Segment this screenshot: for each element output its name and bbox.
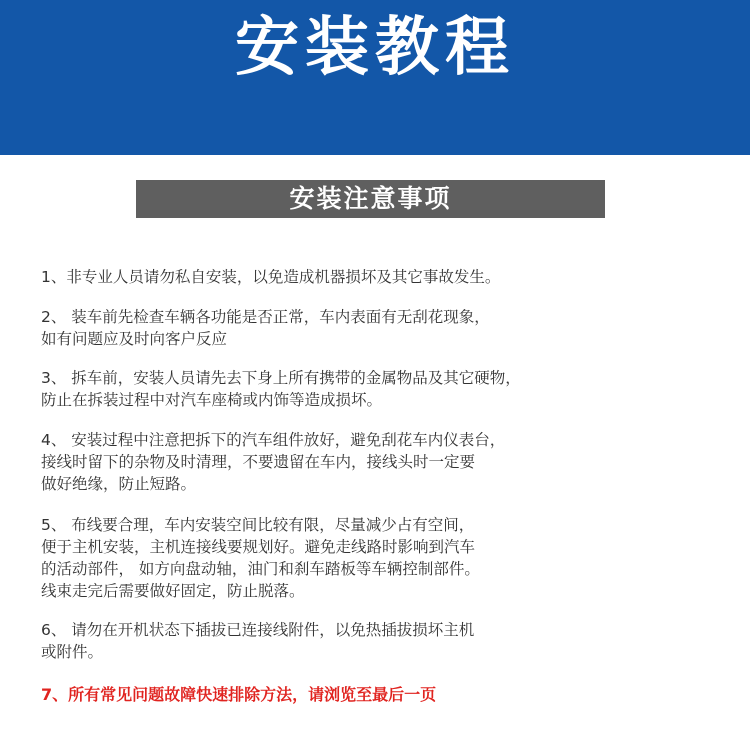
note-6-line-2: 或附件。 <box>41 643 104 661</box>
note-3-line-1: 3、 拆车前，安装人员请先去下身上所有携带的金属物品及其它硬物， <box>41 369 521 387</box>
note-5-line-3: 的活动部件， 如方向盘动轴，油门和刹车踏板等车辆控制部件。 <box>41 560 480 578</box>
note-3-line-2: 防止在拆装过程中对汽车座椅或内饰等造成损坏。 <box>41 391 383 409</box>
note-5-line-1: 5、 布线要合理，车内安装空间比较有限，尽量减少占有空间， <box>41 516 475 534</box>
note-item-7-highlight <box>41 684 436 706</box>
note-4-line-3: 做好绝缘，防止短路。 <box>41 475 197 493</box>
note-item-1 <box>41 266 500 288</box>
note-item-3 <box>41 367 521 411</box>
note-5-line-2: 便于主机安装，主机连接线要规划好。避免走线路时影响到汽车 <box>41 538 476 556</box>
section-title-banner: 安装注意事项 <box>136 180 605 218</box>
note-4-line-1: 4、 安装过程中注意把拆下的汽车组件放好，避免刮花车内仪表台， <box>41 431 506 449</box>
note-item-4 <box>41 429 505 495</box>
note-item-2 <box>41 306 490 350</box>
note-item-5 <box>41 514 480 602</box>
header-band <box>0 0 750 155</box>
page-title: 安装教程 <box>235 11 515 85</box>
note-1-line-1: 1、非专业人员请勿私自安装，以免造成机器损坏及其它事故发生。 <box>41 268 501 286</box>
note-6-line-1: 6、 请勿在开机状态下插拔已连接线附件，以免热插拔损坏主机 <box>41 621 475 639</box>
note-5-line-4: 线束走完后需要做好固定，防止脱落。 <box>41 582 305 600</box>
note-4-line-2: 接线时留下的杂物及时清理，不要遗留在车内，接线头时一定要 <box>41 453 476 471</box>
note-7-line-1: 7、所有常见问题故障快速排除方法，请浏览至最后一页 <box>41 685 437 704</box>
note-2-line-2: 如有问题应及时向客户反应 <box>41 330 228 348</box>
note-item-6 <box>41 619 474 663</box>
note-2-line-1: 2、 装车前先检查车辆各功能是否正常，车内表面有无刮花现象， <box>41 308 490 326</box>
